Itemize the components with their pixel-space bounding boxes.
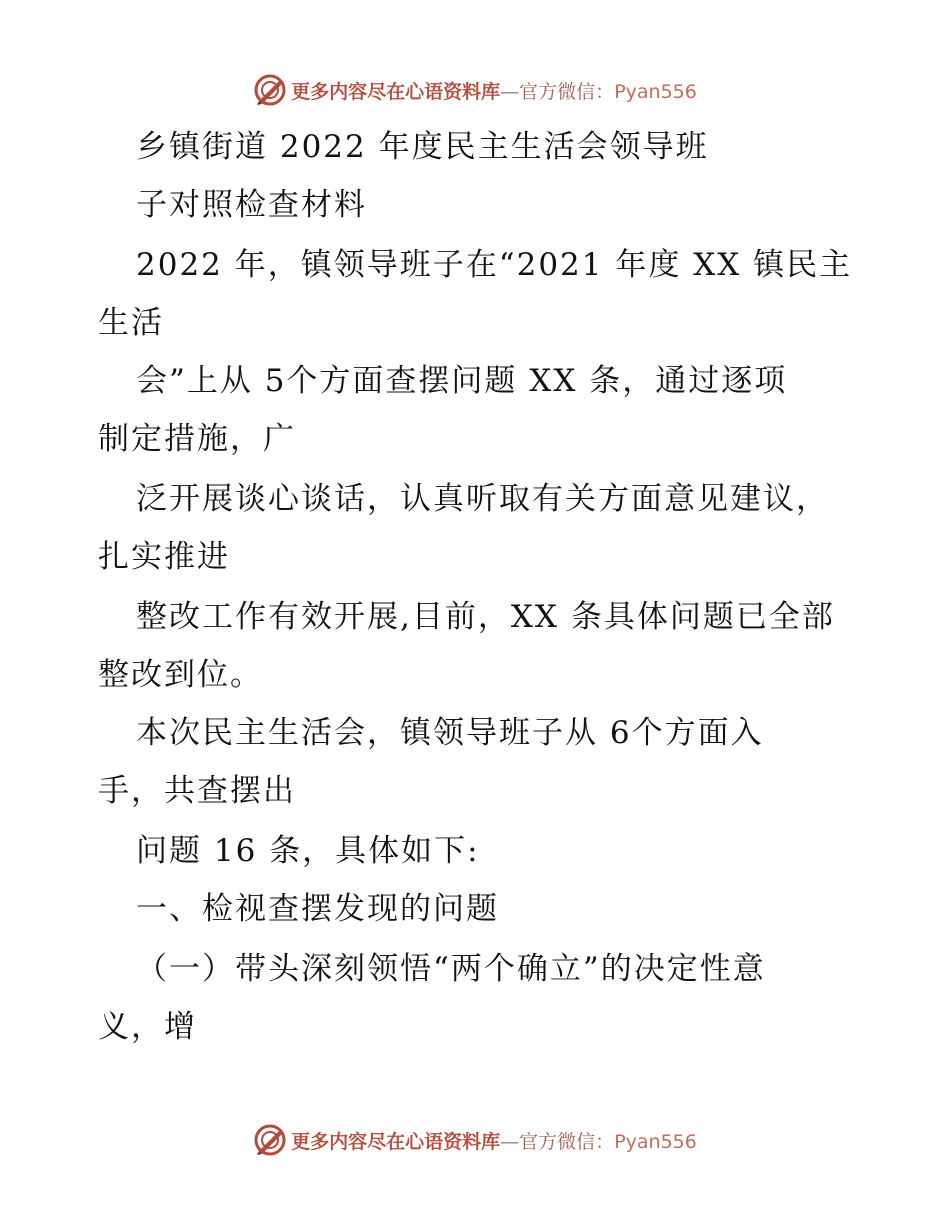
paragraph-line: 问题 16 条，具体如下: — [136, 833, 480, 869]
watermark-dash: — — [500, 1130, 520, 1153]
pen-logo-icon — [253, 73, 287, 107]
paragraph-line: 生活 — [98, 305, 164, 341]
title-line-1: 乡镇街道 2022 年度民主生活会领导班 — [136, 129, 709, 165]
paragraph-line: 制定措施，广 — [98, 421, 296, 457]
watermark-main-text: 更多内容尽在心语资料库 — [291, 80, 501, 103]
paragraph-line: 义，增 — [98, 1009, 197, 1045]
subsection-heading: （一）带头深刻领悟“两个确立”的决定性意 — [136, 951, 766, 987]
watermark-header — [0, 70, 950, 110]
watermark-main-text: 更多内容尽在心语资料库 — [291, 1130, 501, 1153]
paragraph-line: 扎实推进 — [98, 539, 230, 575]
paragraph-line: 会”上从 5个方面查摆问题 XX 条，通过逐项 — [136, 363, 788, 399]
paragraph-line: 泛开展谈心谈话，认真听取有关方面意见建议， — [136, 481, 829, 517]
paragraph-line: 整改工作有效开展,目前，XX 条具体问题已全部 — [136, 599, 835, 635]
watermark-wechat-id: Pyan556 — [614, 1130, 697, 1153]
section-heading: 一、检视查摆发现的问题 — [136, 891, 499, 927]
paragraph-line: 2022 年，镇领导班子在“2021 年度 XX 镇民主 — [136, 247, 853, 283]
pen-logo-icon — [253, 1123, 287, 1157]
paragraph-line: 手，共查摆出 — [98, 773, 296, 809]
watermark-sub-text: 官方微信： — [519, 80, 615, 103]
paragraph-line: 本次民主生活会，镇领导班子从 6个方面入 — [136, 715, 764, 751]
watermark-wechat-id: Pyan556 — [614, 80, 697, 103]
watermark-sub-text: 官方微信： — [519, 1130, 615, 1153]
paragraph-line: 整改到位。 — [98, 657, 263, 693]
watermark-footer — [0, 1120, 950, 1160]
watermark-dash: — — [500, 80, 520, 103]
title-line-2: 子对照检查材料 — [136, 187, 367, 223]
